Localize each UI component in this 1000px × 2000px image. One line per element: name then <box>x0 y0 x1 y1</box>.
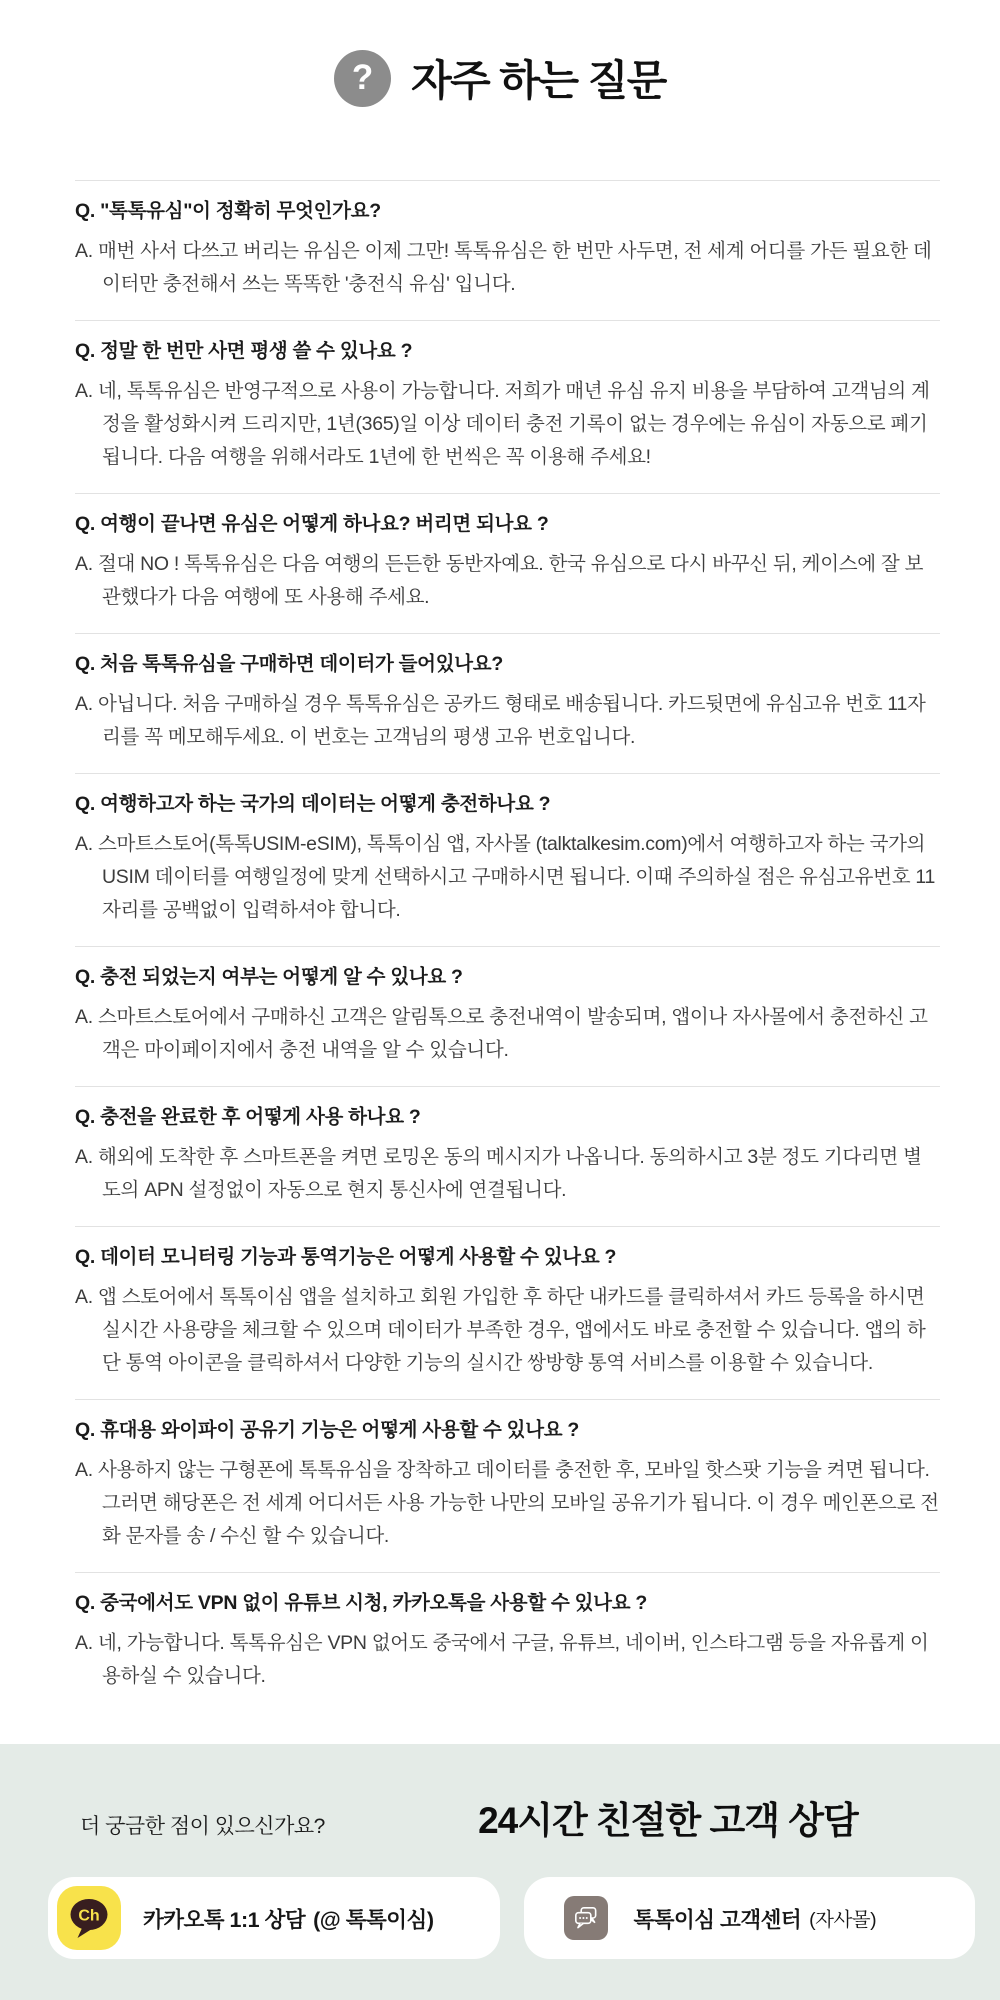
faq-item <box>75 1399 940 1572</box>
faq-item <box>75 493 940 633</box>
faq-answer: A. 스마트스토어(톡톡USIM-eSIM), 톡톡이심 앱, 자사몰 (talktalkesim.com)에서 여행하고자 하는 국가의 USIM 데이터를 여행일정에 맞게 선택하시고 구매하시면 됩니다. 이때 주의하실 점은 유심고유번호 11 자리를 공백없이 입력하셔야 합니다. <box>75 833 936 921</box>
support-buttons-row <box>48 1877 975 1959</box>
faq-answer: A. 네, 톡톡유심은 반영구적으로 사용이 가능합니다. 저희가 매년 유심 유지 비용을 부담하여 고객님의 계정을 활성화시켜 드리지만, 1년(365)일 이상 데이터 충전 기록이 없는 경우에는 유심이 자동으로 폐기됩니다. 다음 여행을 위해서라도 1년에 한 번씩은 꼭 이용해 주세요! <box>75 380 930 468</box>
faq-question: Q. 여행이 끝나면 유심은 어떻게 하나요? 버리면 되나요 ? <box>75 513 549 535</box>
kakaotalk-consult-button[interactable] <box>48 1877 500 1959</box>
faq-item <box>75 180 940 320</box>
customer-center-button-suffix: (자사몰) <box>809 1909 877 1931</box>
customer-center-button-label: 톡톡이심 고객센터 <box>633 1907 802 1932</box>
chat-bubbles-icon <box>564 1896 608 1940</box>
faq-item <box>75 946 940 1086</box>
faq-header <box>0 48 1000 108</box>
faq-answer: A. 절대 NO ! 톡톡유심은 다음 여행의 든든한 동반자예요. 한국 유심으로 다시 바꾸신 뒤, 케이스에 잘 보관했다가 다음 여행에 또 사용해 주세요. <box>75 553 924 608</box>
faq-question: Q. 데이터 모니터링 기능과 통역기능은 어떻게 사용할 수 있나요 ? <box>75 1246 617 1268</box>
faq-item <box>75 633 940 773</box>
customer-center-button[interactable] <box>524 1877 976 1959</box>
kakaotalk-button-suffix: (@ 톡톡이심) <box>313 1907 434 1932</box>
faq-list <box>75 180 940 1712</box>
faq-answer: A. 사용하지 않는 구형폰에 톡톡유심을 장착하고 데이터를 충전한 후, 모바일 핫스팟 기능을 켜면 됩니다. 그러면 해당폰은 전 세계 어디서든 사용 가능한 나만의 모바일 공유기가 됩니다. 이 경우 메인폰으로 전화 문자를 송 / 수신 할 수 있습니다. <box>75 1459 939 1547</box>
page-title: 자주 하는 질문 <box>411 57 666 104</box>
faq-question: Q. 여행하고자 하는 국가의 데이터는 어떻게 충전하나요 ? <box>75 793 551 815</box>
support-section <box>0 1744 1000 2000</box>
question-mark-icon <box>334 50 391 107</box>
support-title: 24시간 친절한 고객 상담 <box>478 1800 858 1841</box>
faq-question: Q. 휴대용 와이파이 공유기 기능은 어떻게 사용할 수 있나요 ? <box>75 1419 580 1441</box>
faq-item <box>75 1086 940 1226</box>
support-heading-row <box>48 1790 975 1844</box>
faq-item <box>75 320 940 493</box>
faq-question: Q. 충전 되었는지 여부는 어떻게 알 수 있나요 ? <box>75 966 463 988</box>
support-prompt: 더 궁금한 점이 있으신가요? <box>80 1815 325 1838</box>
kakaotalk-button-label: 카카오톡 1:1 상담 <box>143 1907 306 1932</box>
faq-question: Q. 처음 톡톡유심을 구매하면 데이터가 들어있나요? <box>75 653 503 675</box>
faq-question: Q. 정말 한 번만 사면 평생 쓸 수 있나요 ? <box>75 340 413 362</box>
faq-answer: A. 매번 사서 다쓰고 버리는 유심은 이제 그만! 톡톡유심은 한 번만 사두면, 전 세계 어디를 가든 필요한 데이터만 충전해서 쓰는 똑똑한 '충전식 유심' 입니다. <box>75 240 932 295</box>
faq-question: Q. "톡톡유심"이 정확히 무엇인가요? <box>75 200 381 222</box>
kakaotalk-icon <box>57 1886 121 1950</box>
faq-answer: A. 아닙니다. 처음 구매하실 경우 톡톡유심은 공카드 형태로 배송됩니다. 카드뒷면에 유심고유 번호 11자리를 꼭 메모해두세요. 이 번호는 고객님의 평생 고유 번호입니다. <box>75 693 926 748</box>
faq-question: Q. 충전을 완료한 후 어떻게 사용 하나요 ? <box>75 1106 421 1128</box>
faq-item <box>75 773 940 946</box>
kakaotalk-icon-text: Ch <box>78 1907 100 1925</box>
faq-item <box>75 1226 940 1399</box>
faq-answer: A. 해외에 도착한 후 스마트폰을 켜면 로밍온 동의 메시지가 나옵니다. 동의하시고 3분 정도 기다리면 별도의 APN 설정없이 자동으로 현지 통신사에 연결됩니다. <box>75 1146 922 1201</box>
faq-item <box>75 1572 940 1712</box>
faq-answer: A. 앱 스토어에서 톡톡이심 앱을 설치하고 회원 가입한 후 하단 내카드를 클릭하셔서 카드 등록을 하시면 실시간 사용량을 체크할 수 있으며 데이터가 부족한 경우, 앱에서도 바로 충전할 수 있습니다. 앱의 하단 통역 아이콘을 클릭하셔서 다양한 기능의 실시간 쌍방향 통역 서비스를 이용할 수 있습니다. <box>75 1286 926 1374</box>
faq-answer: A. 네, 가능합니다. 톡톡유심은 VPN 없어도 중국에서 구글, 유튜브, 네이버, 인스타그램 등을 자유롭게 이용하실 수 있습니다. <box>75 1632 929 1687</box>
faq-question: Q. 중국에서도 VPN 없이 유튜브 시청, 카카오톡을 사용할 수 있나요 ? <box>75 1592 647 1614</box>
faq-answer: A. 스마트스토어에서 구매하신 고객은 알림톡으로 충전내역이 발송되며, 앱이나 자사몰에서 충전하신 고객은 마이페이지에서 충전 내역을 알 수 있습니다. <box>75 1006 928 1061</box>
question-mark-glyph: ? <box>351 57 374 97</box>
